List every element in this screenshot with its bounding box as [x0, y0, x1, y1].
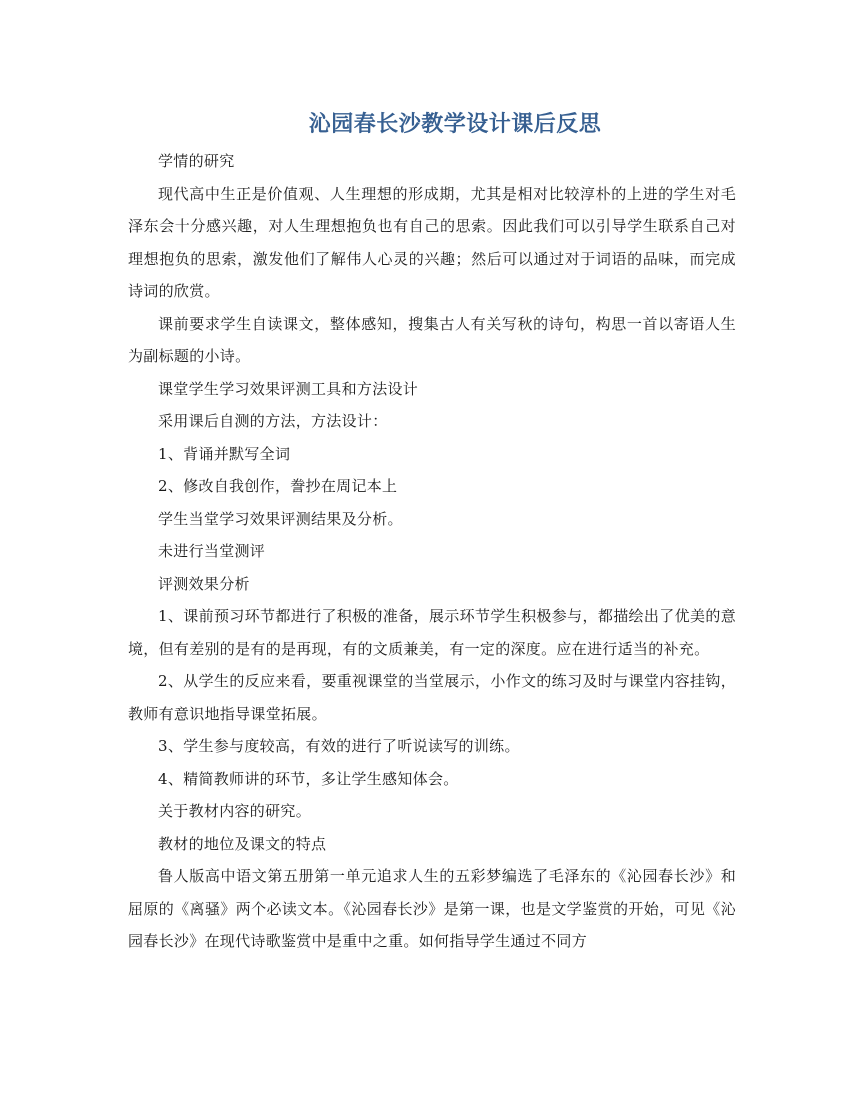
paragraph: 关于教材内容的研究。 [158, 802, 312, 820]
document-body [128, 145, 736, 958]
paragraph: 采用课后自测的方法，方法设计： [158, 412, 388, 430]
paragraph: 1、课前预习环节都进行了积极的准备，展示环节学生积极参与，都描绘出了优美的意境，但有差别的是有的是再现，有的文质兼美，有一定的深度。应在进行适当的补充。 [128, 607, 736, 658]
paragraph: 1、背诵并默写全词 [158, 444, 291, 463]
document-title: 沁园春长沙教学设计课后反思 [308, 111, 602, 137]
paragraph: 课前要求学生自读课文，整体感知，搜集古人有关写秋的诗句，构思一首以寄语人生为副标题的小诗。 [128, 314, 736, 365]
paragraph: 2、从学生的反应来看，要重视课堂的当堂展示，小作文的练习及时与课堂内容挂钩，教师有意识地指导课堂拓展。 [128, 672, 736, 723]
paragraph: 教材的地位及课文的特点 [158, 834, 327, 853]
paragraph: 3、学生参与度较高，有效的进行了听说读写的训练。 [158, 737, 520, 755]
paragraph: 学生当堂学习效果评测结果及分析。 [158, 509, 403, 528]
paragraph: 2、修改自我创作，誊抄在周记本上 [158, 477, 398, 495]
paragraph: 现代高中生正是价值观、人生理想的形成期，尤其是相对比较淳朴的上进的学生对毛泽东会十分感兴趣，对人生理想抱负也有自己的思索。因此我们可以引导学生联系自己对理想抱负的思索，激发他们了解伟人心灵的兴趣；然后可以通过对于词语的品味，而完成诗词的欣赏。 [128, 184, 736, 300]
paragraph: 评测效果分析 [158, 574, 250, 593]
paragraph: 课堂学生学习效果评测工具和方法设计 [158, 379, 419, 398]
paragraph: 鲁人版高中语文第五册第一单元追求人生的五彩梦编选了毛泽东的《沁园春长沙》和屈原的《离骚》两个必读文本。《沁园春长沙》是第一课，也是文学鉴赏的开始，可见《沁园春长沙》在现代诗歌鉴赏中是重中之重。如何指导学生通过不同方 [128, 867, 736, 950]
paragraph: 未进行当堂测评 [158, 542, 266, 560]
paragraph: 4、精简教师讲的环节，多让学生感知体会。 [158, 769, 459, 788]
paragraph: 学情的研究 [158, 152, 235, 170]
